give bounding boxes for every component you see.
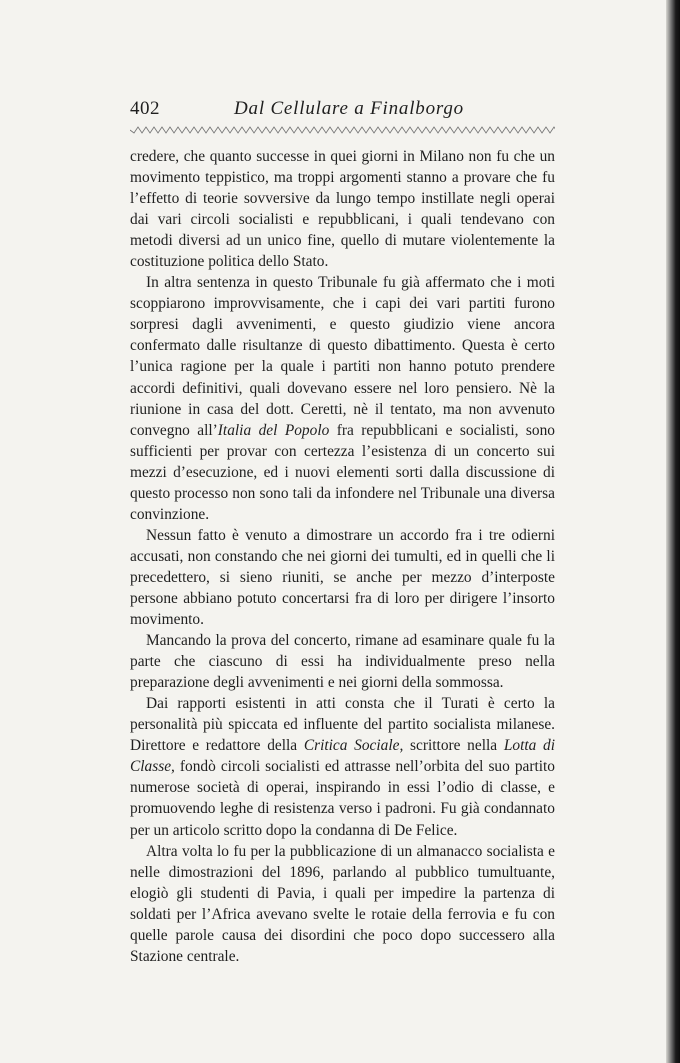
paragraph: In altra sentenza in questo Tribunale fu già affermato che i moti scoppiarono improvvisamente, che i capi dei vari partiti furono sorpresi dagli avvenimenti, e questo giudizio viene ancora confermato dalle risultanze di questo dibattimento. Questa è certo l’unica ragione per la quale i partiti non hanno potuto prendere accordi definitivi, quali dovevano essere nel loro pensiero. Nè la riunione in casa del dott. Ceretti, nè il tentato, ma non avvenuto convegno all’Italia del Popolo fra repubblicani e socialisti, sono sufficienti per provar con certezza l’esistenza di un concerto sui mezzi d’esecuzione, ed i nuovi elementi sorti dalla discussione di questo processo non sono tali da infondere nel Tribunale una diversa convinzione. bbox=[130, 274, 555, 523]
page-number: 402 bbox=[130, 98, 160, 119]
page-header bbox=[130, 98, 555, 124]
wavy-rule-ornament bbox=[130, 124, 555, 136]
paragraph: Altra volta lo fu per la pubblicazione di un almanacco socialista e nelle dimostrazioni del 1896, parlando al pubblico tumultuante, elogiò gli studenti di Pavia, i quali per impedire la partenza di soldati per l’Africa avevano svelte le rotaie della ferrovia e fu con quelle parole causa dei disordini che poco dopo successero alla Stazione centrale. bbox=[130, 842, 555, 965]
body-text bbox=[130, 146, 555, 967]
page-edge-shadow bbox=[666, 0, 680, 1063]
paragraph: Nessun fatto è venuto a dimostrare un accordo fra i tre odierni accusati, non constando che nei giorni dei tumulti, ed in quelli che li precedettero, si sieno riuniti, se anche per mezzo d’interposte persone abbiano potuto concertarsi fra di loro per dirigere l’insorto movimento. bbox=[130, 526, 555, 629]
paragraph: credere, che quanto successe in quei giorni in Milano non fu che un movimento teppistico, ma troppi argomenti stanno a provare che fu l’effetto di teorie sovversive da lungo tempo instillate negli operai dai vari circoli socialisti e repubblicani, i quali tendevano con metodi diversi ad un unico fine, quello di mutare violentemente la costituzione politica dello Stato. bbox=[130, 148, 555, 271]
paragraph: Dai rapporti esistenti in atti consta che il Turati è certo la personalità più spiccata ed influente del partito socialista milanese. Direttore e redattore della Critica Sociale, scrittore nella Lotta di Classe, fondò circoli socialisti ed attrasse nell’orbita del suo partito numerose società di operai, inspirando in essi l’odio di classe, e promuovendo leghe di resistenza verso i padroni. Fu già condannato per un articolo scritto dopo la condanna di De Felice. bbox=[130, 695, 556, 839]
paragraph: Mancando la prova del concerto, rimane ad esaminare quale fu la parte che ciascuno di essi ha individualmente preso nella preparazione degli avvenimenti e nei giorni della sommossa. bbox=[130, 632, 555, 692]
running-title: Dal Cellulare a Finalborgo bbox=[234, 98, 464, 119]
